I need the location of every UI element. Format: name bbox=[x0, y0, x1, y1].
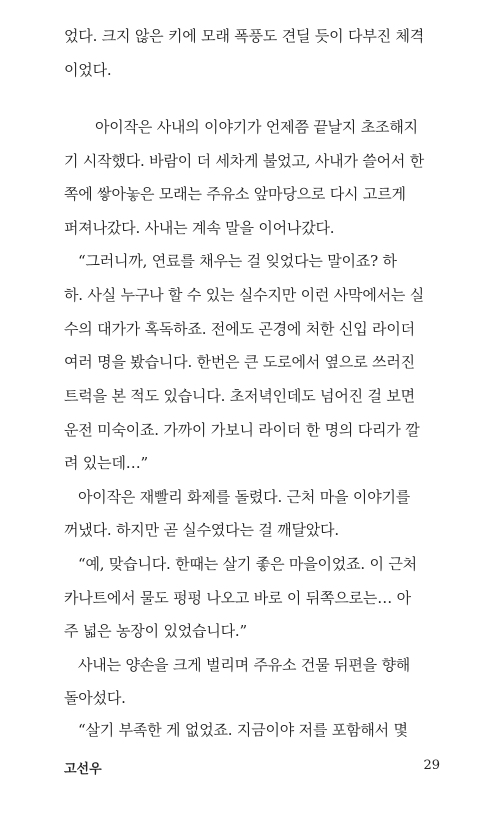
text-line: 꺼냈다. 하지만 곧 실수였다는 걸 깨달았다. bbox=[64, 521, 339, 539]
text-line: 이었다. bbox=[64, 61, 112, 79]
text-line: 여러 명을 봤습니다. 한번은 큰 도로에서 옆으로 쓰러진 bbox=[64, 353, 415, 371]
text-line: 운전 미숙이죠. 가까이 가보니 라이더 한 명의 다리가 깔 bbox=[64, 421, 420, 439]
dialogue-first-line: “살기 부족한 게 없었죠. 지금이야 저를 포함해서 몇 bbox=[78, 721, 408, 739]
dialogue-first-line: “예, 맞습니다. 한때는 살기 좋은 마을이었죠. 이 근처 bbox=[78, 555, 417, 573]
text-line: 려 있는데…” bbox=[64, 454, 148, 472]
text-line: 트럭을 본 적도 있습니다. 초저녁인데도 넘어진 걸 보면 bbox=[64, 387, 415, 405]
paragraph-first-line: 아이작은 재빨리 화제를 돌렸다. 근처 마을 이야기를 bbox=[78, 488, 411, 506]
text-line: 쪽에 쌓아놓은 모래는 주유소 앞마당으로 다시 고르게 bbox=[64, 185, 406, 203]
text-line: 카나트에서 물도 펑펑 나오고 바로 이 뒤쪽으로는… 아 bbox=[64, 589, 411, 607]
text-line: 주 넓은 농장이 있었습니다.” bbox=[64, 622, 247, 640]
dialogue-first-line: “그러니까, 연료를 채우는 걸 잊었다는 말이죠? 하 bbox=[78, 252, 397, 270]
text-line: 하. 사실 누구나 할 수 있는 실수지만 이런 사막에서는 실 bbox=[64, 286, 425, 304]
paragraph-first-line: 사내는 양손을 크게 벌리며 주유소 건물 뒤편을 향해 bbox=[78, 656, 411, 674]
text-line: 수의 대가가 혹독하죠. 전에도 곤경에 처한 신입 라이더 bbox=[64, 320, 415, 338]
text-line: 었다. 크지 않은 키에 모래 폭풍도 견딜 듯이 다부진 체격 bbox=[64, 27, 425, 45]
text-line: 돌아섰다. bbox=[64, 689, 126, 707]
paragraph-first-line: 아이작은 사내의 이야기가 언제쯤 끝날지 초조해지 bbox=[95, 118, 418, 136]
text-line: 퍼져나갔다. 사내는 계속 말을 이어나갔다. bbox=[64, 219, 335, 237]
page-number: 29 bbox=[423, 758, 440, 773]
footer-author: 고선우 bbox=[64, 762, 102, 777]
text-line: 기 시작했다. 바람이 더 세차게 불었고, 사내가 쓸어서 한 bbox=[64, 152, 425, 170]
